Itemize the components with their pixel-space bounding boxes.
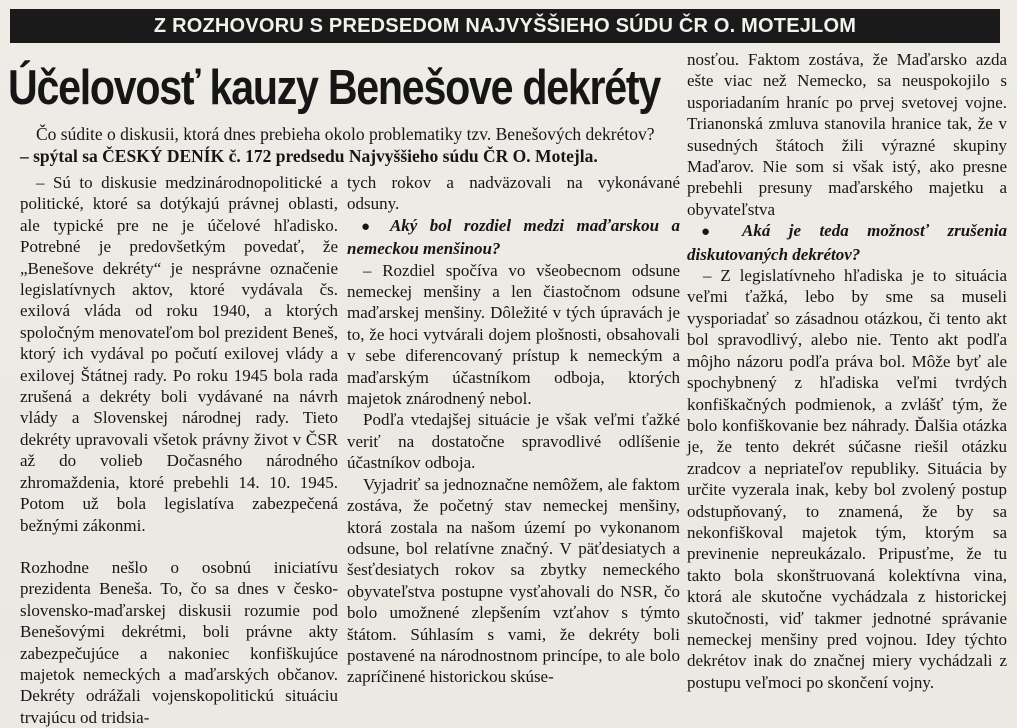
article-column-3	[687, 49, 1007, 693]
bullet-icon: ●	[361, 218, 379, 235]
interview-question-1	[347, 215, 680, 260]
column1-paragraph-2: Rozhodne nešlo o osobnú iniciatívu prezidenta Beneša. To, čo sa dnes v česko-slovensko-maďarskej diskusii rozumie pod Benešovými dekrétmi, boli právne akty zabezpečujúce a nakoniec konfiškujúce majetok nemeckých a maďarských občanov. Dekréty odrážali vojenskopolitickú situáciu trvajúcu od tridsia-	[20, 557, 338, 727]
article-column-1	[20, 172, 338, 728]
column2-paragraph-1: tych rokov a nadväzovali na vykonávané odsuny.	[347, 173, 680, 214]
section-banner	[10, 9, 1000, 43]
interview-question-1-text: Aký bol rozdiel medzi maďarskou a nemeckou menšinou?	[347, 215, 680, 259]
column2-paragraph-4: Vyjadriť sa jednoznačne nemôžem, ale faktom zostáva, že početný stav nemeckej menšiny, ktorá zostala na našom území po vykonanom odsune, bol relatívne značný. V päťdesiatych a šesťdesiatych rokov sa zbytky nemeckého obyvateľstva postupne vysťahovali do NSR, čo bolo umožnené zlepšením vzťahov s týmto štátom. Súhlasím s vami, že dekréty boli postavené na národnostnom princípe, to ale bolo zapríčinené historickou skúse-	[347, 474, 680, 687]
lead-question: Čo súdite o diskusii, ktorá dnes prebieha okolo problematiky tzv. Benešových dekrétov?	[36, 124, 655, 144]
interview-question-2-text: Aká je teda možnosť zrušenia diskutovaných dekrétov?	[687, 221, 1008, 264]
article-headline: Účelovosť kauzy Benešove dekréty	[8, 61, 661, 115]
column2-paragraph-2: – Rozdiel spočíva vo všeobecnom odsune nemeckej menšiny a len čiastočnom odsune maďarskej menšiny. Dôležité v tých úpravách je to, že hoci vytvárali dojem plošnosti, obsahovali v sebe diferencovaný prístup k nemeckým a maďarským účastníkom odboja, ktorých majetok znárodnený nebol.	[347, 260, 680, 409]
column1-paragraph-1: – Sú to diskusie medzinárodnopolitické a politické, ktoré sa dotýkajú právnej oblasti, ale typické pre ne je účelové hľadisko. Potrebné je predovšetkým povedať, že „Benešove dekréty“ je nesprávne označenie legislatívnych aktov, ktoré vydávala čs. exilová vláda od roku 1940, a ktorých spoločným menovateľom bol prezident Beneš, ktorý ich vydával po počutí exilovej vlády a exilovej Štátnej rady. Po roku 1945 bola rada zrušená a dekréty boli vydávané na návrh vlády a Slovenskej národnej rady. Tieto dekréty upravovali všetok právny život v ČSR až do volieb Dočasného národného zhromaždenia, ktoré prebehli 14. 10. 1945. Potom už bola legislatíva zabezpečená bežnými zákonmi.	[20, 173, 338, 535]
bullet-icon: ●	[701, 224, 725, 241]
interview-question-2	[687, 220, 1007, 265]
column2-paragraph-3: Podľa vtedajšej situácie je však veľmi ťažké veriť na dostatočne spravodlivé odlíšenie účastníkov odboja.	[347, 410, 680, 473]
article-column-2	[347, 172, 680, 688]
column3-paragraph-2: – Z legislatívneho hľadiska je to situácia veľmi ťažká, lebo by sme sa museli vysporiadať so zásadnou otázkou, či tento akt bol spravodlivý, alebo nie. Tento akt podľa môjho názoru podľa práva bol. Môže byť ale spochybnený z hľadiska veľmi tvrdých konfiškačných podmienok, a zvlášť tým, že bolo konfiškovanie bez náhrady. Ďalšia otázka je, že tento dekrét súčasne riešil otázku zradcov a nepriateľov republiky. Situácia by určite vyzerala inak, keby bol zvolený postup odstupňovaný, to znamená, že by sa nekonfiškoval majetok tým, ktorým sa previnenie nepreukázalo. Pripusťme, že tu takto bola skonštruovaná kolektívna vina, ktorá ale skutočne vychádzala z historickej skutočnosti, viď takmer jednotné správanie nemeckej menšiny pred vojnou. Idey týchto dekrétov inak do značnej miery vychádzali z postupu veľmoci po skončení vojny.	[687, 266, 1007, 692]
section-banner-text: Z ROZHOVORU S PREDSEDOM NAJVYŠŠIEHO SÚDU ČR O. MOTEJLOM	[153, 14, 857, 37]
lead-attribution: – spýtal sa ČESKÝ DENÍK č. 172 predsedu Najvyššieho súdu ČR O. Motejla.	[20, 146, 598, 166]
article-lead	[20, 123, 680, 167]
column3-paragraph-1: nosťou. Faktom zostáva, že Maďarsko azda ešte viac než Nemecko, sa neuspokojilo s usporiadaním hraníc po prvej svetovej vojne. Trianonská zmluva stanovila hranice tak, že v susedných štátoch žili výrazné skupiny Maďarov. Nie som si však istý, ako presne prebehli presuny maďarského majetku a obyvateľstva	[687, 50, 1007, 219]
